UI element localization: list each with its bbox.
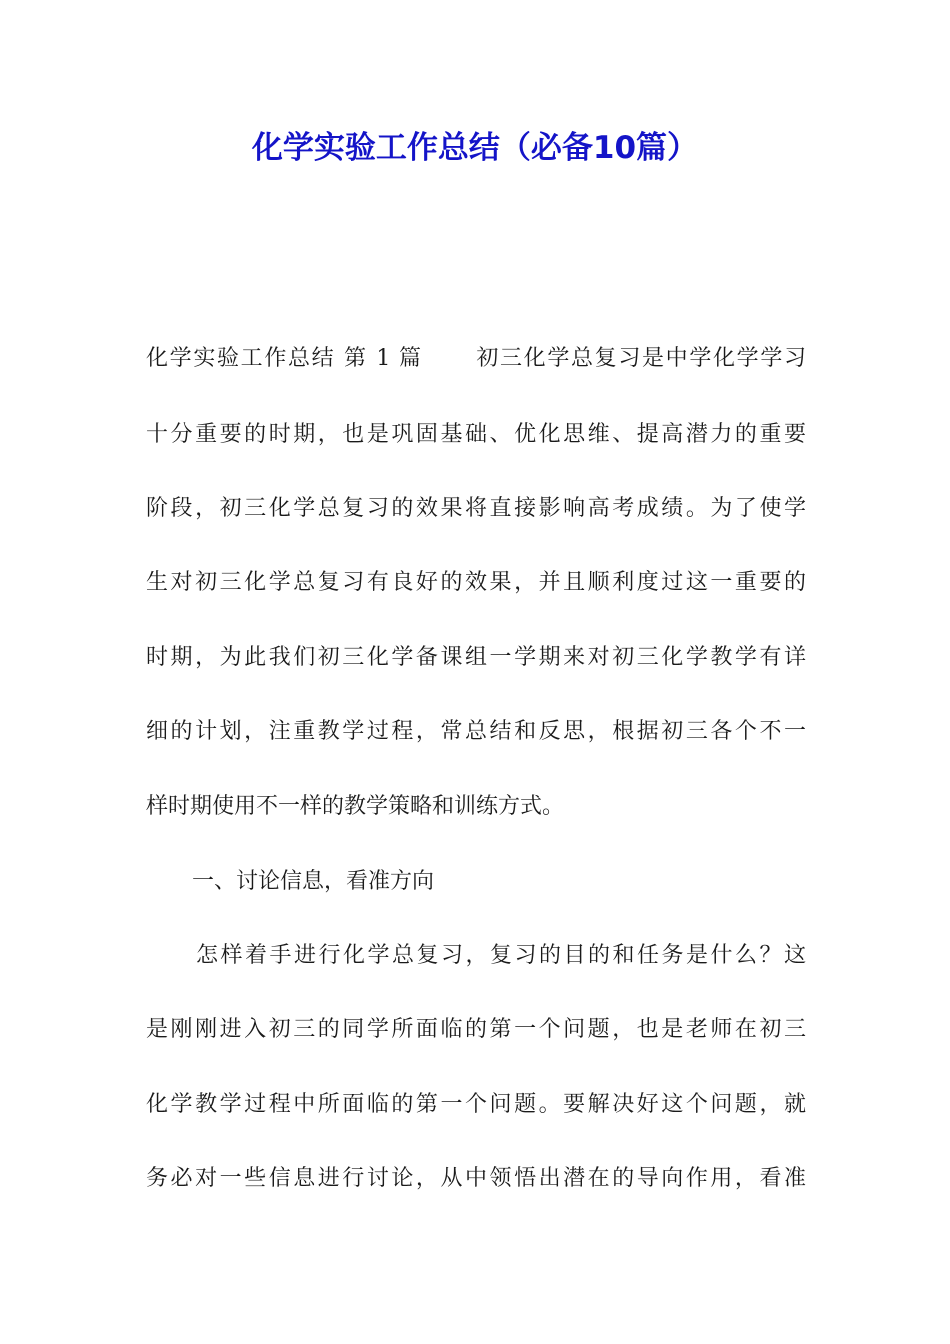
paragraph-line: 细的计划，注重教学过程，常总结和反思，根据初三各个不一 xyxy=(146,719,806,744)
paragraph-text: 初三化学总复习是中学化学学习 xyxy=(474,346,806,371)
paragraph-line: 化学教学过程中所面临的第一个问题。要解决好这个问题，就 xyxy=(146,1092,806,1117)
paragraph-line: 时期，为此我们初三化学备课组一学期来对初三化学教学有详 xyxy=(146,645,806,670)
document-title: 化学实验工作总结（必备10篇） xyxy=(251,130,699,166)
paragraph-line xyxy=(146,342,806,376)
section-label: 化学实验工作总结 第 1 篇 xyxy=(146,346,423,371)
paragraph-line: 阶段，初三化学总复习的效果将直接影响高考成绩。为了使学 xyxy=(146,496,806,521)
paragraph-line: 样时期使用不一样的教学策略和训练方式。 xyxy=(146,794,565,819)
paragraph-line: 怎样着手进行化学总复习，复习的目的和任务是什么？这 xyxy=(196,943,806,968)
section-heading: 一、讨论信息，看准方向 xyxy=(192,869,435,894)
paragraph-line: 十分重要的时期，也是巩固基础、优化思维、提高潜力的重要 xyxy=(146,422,806,447)
paragraph-line: 是刚刚进入初三的同学所面临的第一个问题，也是老师在初三 xyxy=(146,1017,806,1042)
paragraph-line: 务必对一些信息进行讨论，从中领悟出潜在的导向作用，看准 xyxy=(146,1166,806,1191)
paragraph-line: 生对初三化学总复习有良好的效果，并且顺利度过这一重要的 xyxy=(146,570,806,595)
